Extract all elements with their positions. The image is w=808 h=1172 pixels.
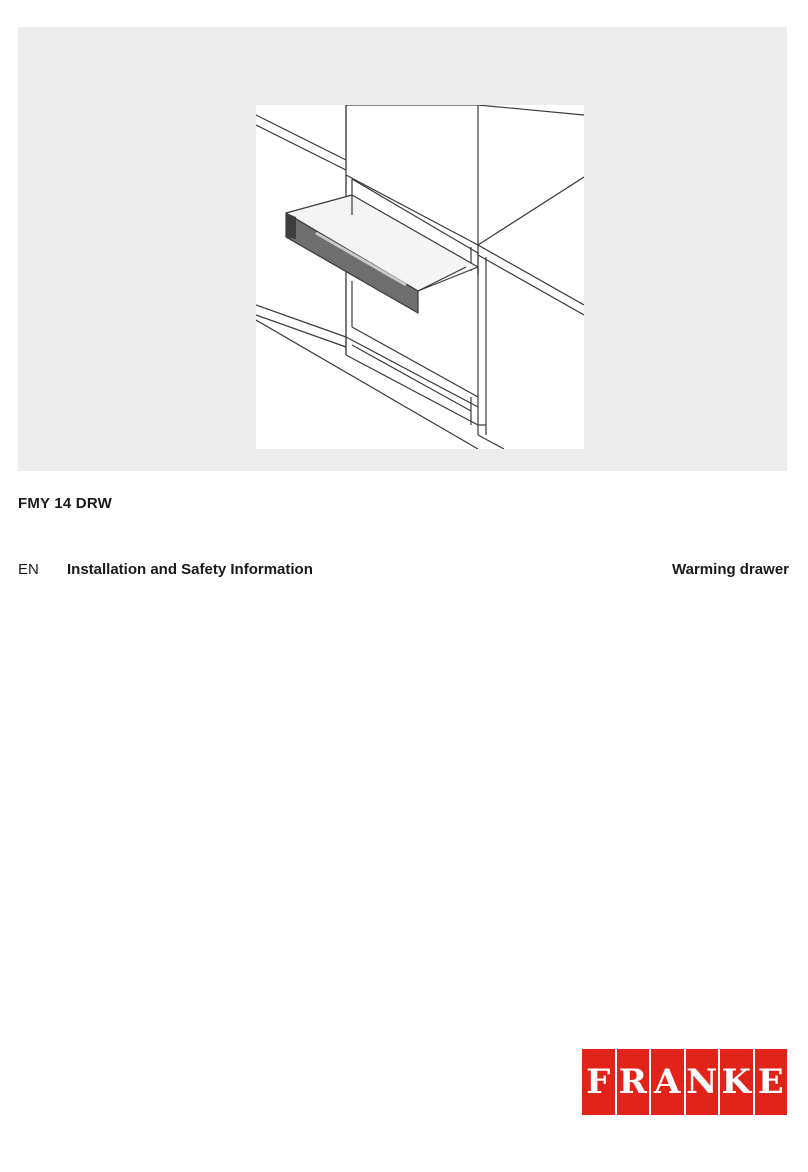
logo-letter: N [686, 1049, 719, 1115]
logo-letter: A [651, 1049, 684, 1115]
logo-letter: F [582, 1049, 615, 1115]
logo-letter: E [755, 1049, 788, 1115]
logo-letter: K [720, 1049, 753, 1115]
cover-illustration-band [18, 27, 787, 471]
model-number: FMY 14 DRW [18, 495, 112, 512]
document-title: Installation and Safety Information [67, 561, 313, 578]
product-type: Warming drawer [672, 561, 789, 578]
language-code: EN [18, 561, 39, 578]
warming-drawer-illustration [256, 105, 584, 449]
kitchen-cabinet-drawing [256, 105, 584, 449]
logo-letter: R [617, 1049, 650, 1115]
franke-logo [582, 1049, 787, 1115]
